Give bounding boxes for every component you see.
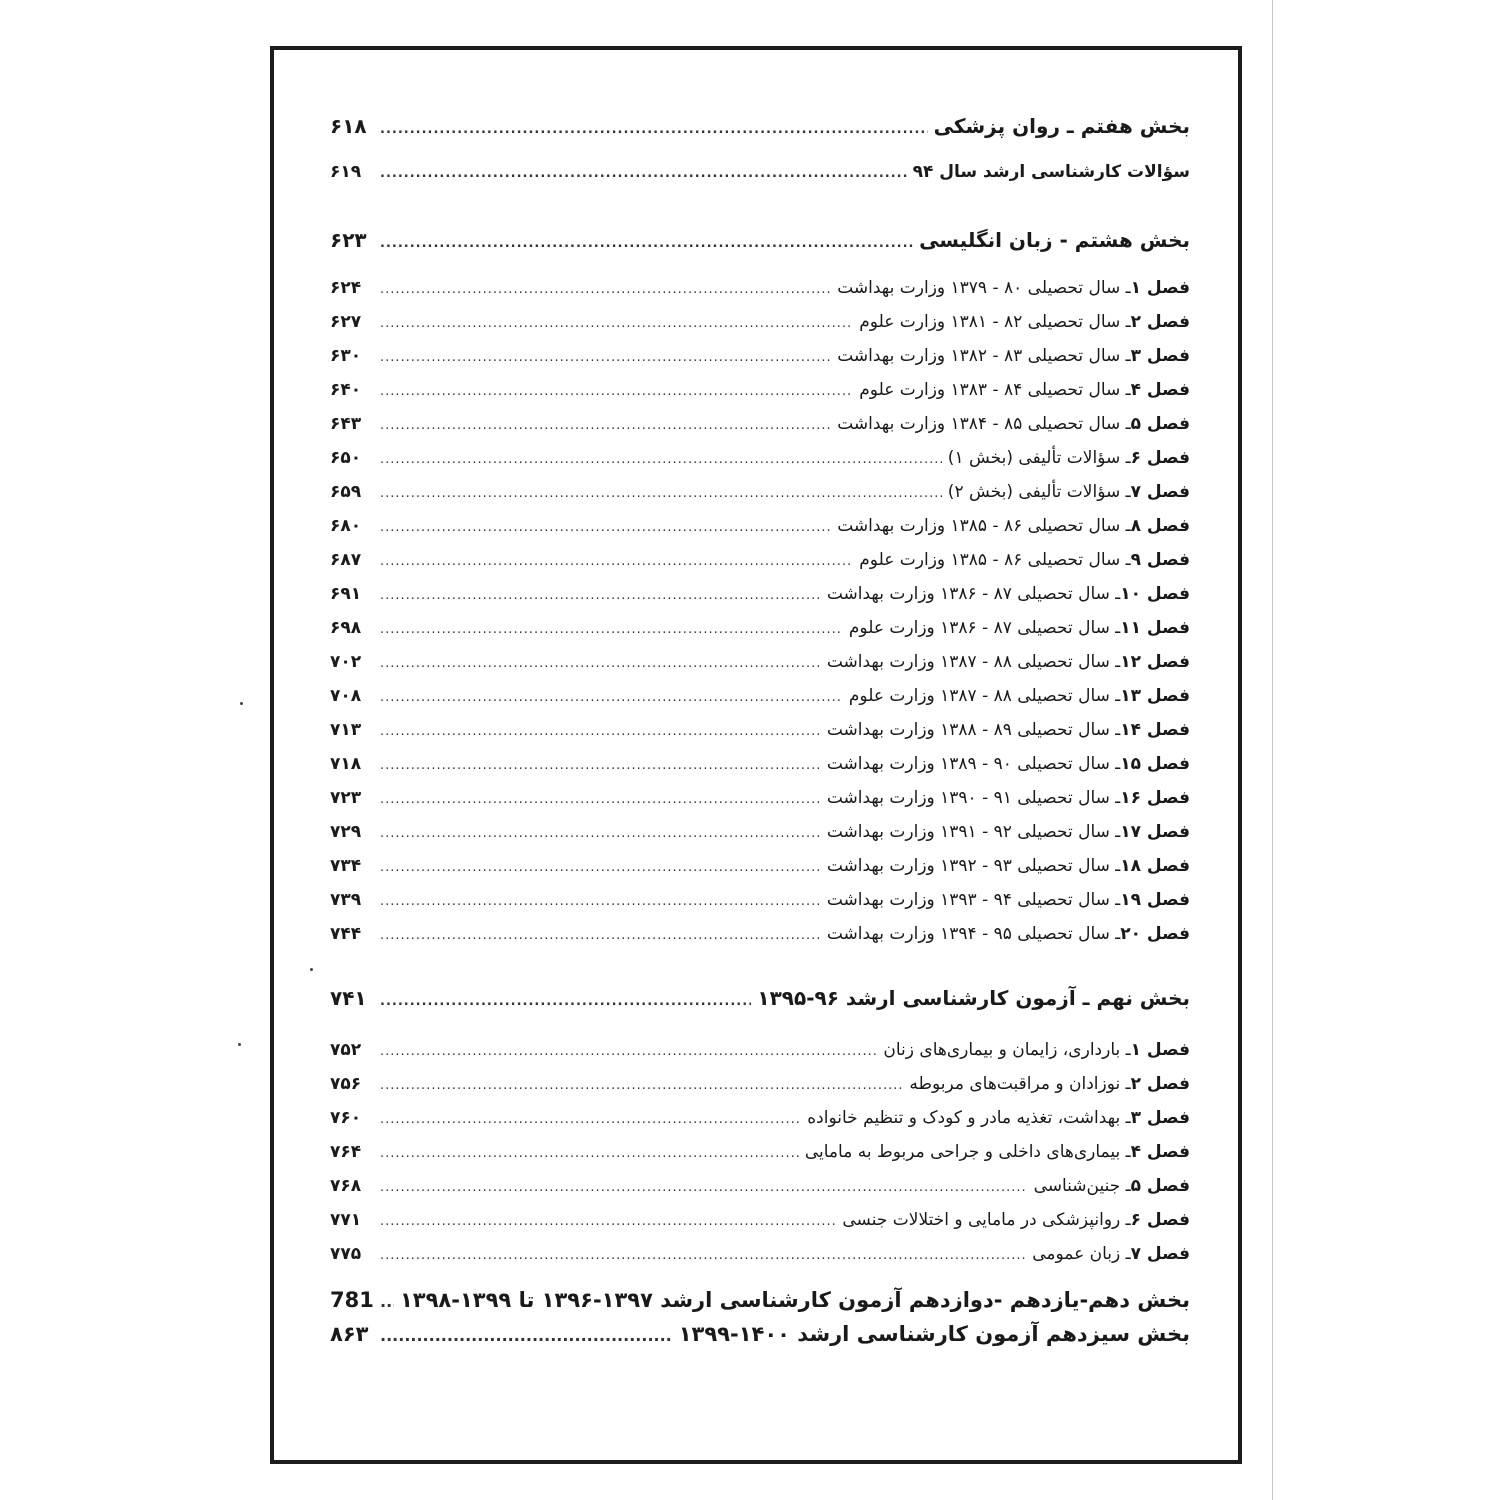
chapter-number: فصل ۵	[1130, 1176, 1190, 1196]
page-number: ۶۹۱	[330, 584, 362, 604]
chapter-number: فصل ۷	[1130, 482, 1190, 502]
page-number: ۷۵۲	[330, 1040, 362, 1060]
chapter-title: ـ جنین‌شناسی	[1033, 1176, 1131, 1196]
chapter-title: ـ سال تحصیلی ۸۲ - ۱۳۸۱ وزارت علوم	[859, 312, 1131, 332]
chapter-title: ـ روانپزشکی در مامایی و اختلالات جنسی	[842, 1210, 1131, 1230]
scan-speck	[238, 1043, 241, 1046]
entry-title	[827, 754, 1190, 774]
page-number: ۶۳۰	[330, 346, 362, 366]
toc-chapter-row	[330, 550, 1190, 570]
leader-dots	[380, 690, 843, 705]
chapter-title: ـ سال تحصیلی ۸۰ - ۱۳۷۹ وزارت بهداشت	[837, 278, 1131, 298]
leader-dots	[380, 418, 831, 433]
entry-title	[837, 346, 1190, 366]
chapter-title: ـ سال تحصیلی ۸۶ - ۱۳۸۵ وزارت علوم	[859, 550, 1131, 570]
leader-dots	[380, 1112, 801, 1127]
entry-title	[1032, 1244, 1190, 1264]
toc-chapter-row	[330, 516, 1190, 536]
page-number: ۷۰۸	[330, 686, 362, 706]
chapter-number: فصل ۱۴	[1120, 720, 1190, 740]
page-number: ۷۴۱	[330, 986, 367, 1010]
toc-part-7	[330, 114, 1190, 138]
chapter-number: فصل ۹	[1130, 550, 1190, 570]
page-number: ۶۴۳	[330, 414, 362, 434]
toc-chapter-row	[330, 414, 1190, 434]
toc-chapter-row	[330, 482, 1190, 502]
leader-dots	[380, 622, 843, 637]
leader-dots	[380, 384, 853, 399]
leader-dots	[380, 486, 942, 501]
toc-chapter-row	[330, 754, 1190, 774]
page-number: ۶۲۷	[330, 312, 362, 332]
toc-chapter-row	[330, 1142, 1190, 1162]
table-of-contents	[330, 0, 1190, 1500]
entry-title	[827, 890, 1190, 910]
entry-title	[859, 312, 1190, 332]
chapter-number: فصل ۵	[1130, 414, 1190, 434]
page-number: ۶۱۸	[330, 114, 367, 138]
leader-dots	[380, 860, 821, 875]
chapter-title: ـ سؤالات تألیفی (بخش ۱)	[947, 448, 1131, 468]
toc-chapter-row	[330, 1244, 1190, 1264]
page-number: ۷۵۶	[330, 1074, 362, 1094]
page-number: ۶۵۰	[330, 448, 362, 468]
toc-chapter-row	[330, 278, 1190, 298]
page-number: ۷۴۴	[330, 924, 362, 944]
entry-title	[827, 822, 1190, 842]
toc-part-10-12	[330, 1288, 1190, 1312]
page-number: ۷۳۹	[330, 890, 362, 910]
page-number: ۷۱۳	[330, 720, 362, 740]
entry-title	[948, 482, 1190, 502]
toc-chapter-row	[330, 1040, 1190, 1060]
leader-dots	[380, 166, 907, 181]
leader-dots	[380, 350, 831, 365]
leader-dots	[380, 1326, 673, 1345]
chapter-title: ـ سال تحصیلی ۸۳ - ۱۳۸۲ وزارت بهداشت	[837, 346, 1131, 366]
page-number: ۷۶۴	[330, 1142, 362, 1162]
leader-dots	[380, 1044, 877, 1059]
toc-chapter-row	[330, 822, 1190, 842]
entry-title	[805, 1142, 1190, 1162]
leader-dots	[380, 554, 853, 569]
chapter-number: فصل ۷	[1130, 1244, 1190, 1264]
chapter-title: ـ سال تحصیلی ۸۷ - ۱۳۸۶ وزارت علوم	[848, 618, 1121, 638]
toc-part-7-questions	[330, 162, 1190, 182]
chapter-number: فصل ۳	[1130, 346, 1190, 366]
leader-dots	[380, 282, 831, 297]
scan-speck	[310, 968, 313, 971]
chapter-title: ـ سال تحصیلی ۹۵ - ۱۳۹۴ وزارت بهداشت	[826, 924, 1121, 944]
chapter-number: فصل ۴	[1130, 380, 1190, 400]
page-number: ۷۲۹	[330, 822, 362, 842]
chapter-title: ـ سال تحصیلی ۸۵ - ۱۳۸۴ وزارت بهداشت	[837, 414, 1131, 434]
leader-dots	[380, 724, 821, 739]
page-number: ۷۲۳	[330, 788, 362, 808]
leader-dots	[380, 236, 913, 251]
entry-title	[827, 584, 1190, 604]
entry-title	[909, 1074, 1190, 1094]
page-number: 781	[330, 1288, 374, 1312]
page-number: ۶۱۹	[330, 162, 362, 182]
toc-part-8	[330, 228, 1190, 252]
chapter-number: فصل ۱۱	[1120, 618, 1190, 638]
leader-dots	[380, 1078, 903, 1093]
toc-chapter-row	[330, 448, 1190, 468]
leader-dots	[380, 1214, 836, 1229]
leader-dots	[380, 656, 821, 671]
page-number: ۶۲۳	[330, 228, 367, 252]
entry-title	[827, 788, 1190, 808]
toc-chapter-row	[330, 1108, 1190, 1128]
toc-part-13	[330, 1322, 1190, 1346]
chapter-title: ـ سال تحصیلی ۸۸ - ۱۳۸۷ وزارت علوم	[848, 686, 1121, 706]
chapter-number: فصل ۲	[1130, 312, 1190, 332]
chapter-number: فصل ۱۳	[1120, 686, 1190, 706]
page-number: ۸۶۳	[330, 1322, 369, 1346]
chapter-title: ـ سال تحصیلی ۸۹ - ۱۳۸۸ وزارت بهداشت	[826, 720, 1121, 740]
chapter-title: ـ بیماری‌های داخلی و جراحی مربوط به مامایی	[804, 1142, 1131, 1162]
page-number: ۶۵۹	[330, 482, 362, 502]
page-number: ۶۲۴	[330, 278, 362, 298]
leader-dots	[380, 452, 942, 467]
chapter-number: فصل ۱۵	[1120, 754, 1190, 774]
entry-title	[842, 1210, 1190, 1230]
toc-chapter-row	[330, 618, 1190, 638]
toc-chapter-row	[330, 380, 1190, 400]
toc-chapter-row	[330, 924, 1190, 944]
page-number: ۷۶۰	[330, 1108, 362, 1128]
part-title: بخش سیزدهم آزمون کارشناسی ارشد ۱۴۰۰-۱۳۹۹	[678, 1322, 1190, 1346]
entry-title	[837, 516, 1190, 536]
entry-title	[849, 686, 1190, 706]
scan-speck	[240, 702, 243, 705]
leader-dots	[380, 826, 821, 841]
chapter-title: ـ بهداشت، تغذیه مادر و کودک و تنظیم خانواده	[807, 1108, 1131, 1128]
page-number: ۷۷۵	[330, 1244, 362, 1264]
toc-chapter-row	[330, 856, 1190, 876]
entry-title	[1034, 1176, 1190, 1196]
entry-title	[827, 856, 1190, 876]
entry-title	[883, 1040, 1190, 1060]
toc-chapter-row	[330, 312, 1190, 332]
chapter-number: فصل ۱۶	[1120, 788, 1190, 808]
chapter-title: ـ سال تحصیلی ۹۴ - ۱۳۹۳ وزارت بهداشت	[826, 890, 1121, 910]
chapter-title: ـ سال تحصیلی ۹۳ - ۱۳۹۲ وزارت بهداشت	[826, 856, 1121, 876]
toc-chapter-row	[330, 1074, 1190, 1094]
chapter-number: فصل ۱۲	[1120, 652, 1190, 672]
chapter-number: فصل ۱	[1130, 1040, 1190, 1060]
chapter-number: فصل ۳	[1130, 1108, 1190, 1128]
toc-chapter-row	[330, 890, 1190, 910]
page-number: ۶۹۸	[330, 618, 362, 638]
chapter-number: فصل ۲	[1130, 1074, 1190, 1094]
chapter-number: فصل ۴	[1130, 1142, 1190, 1162]
page-number: ۷۰۲	[330, 652, 362, 672]
entry-title: سؤالات کارشناسی ارشد سال ۹۴	[912, 162, 1190, 182]
entry-title	[849, 618, 1190, 638]
leader-dots	[380, 588, 821, 603]
part-title: بخش هشتم - زبان انگلیسی	[919, 228, 1190, 252]
entry-title	[837, 414, 1190, 434]
chapter-number: فصل ۱۰	[1120, 584, 1190, 604]
page-number: ۷۳۴	[330, 856, 362, 876]
leader-dots	[380, 1248, 1026, 1263]
page-number: ۶۸۷	[330, 550, 362, 570]
part-title: بخش نهم ـ آزمون کارشناسی ارشد ۹۶-۱۳۹۵	[757, 986, 1190, 1010]
chapter-number: فصل ۱۷	[1120, 822, 1190, 842]
page-number: ۷۷۱	[330, 1210, 362, 1230]
toc-chapter-row	[330, 652, 1190, 672]
page-number: ۷۶۸	[330, 1176, 362, 1196]
chapter-number: فصل ۸	[1130, 516, 1190, 536]
chapter-title: ـ سؤالات تألیفی (بخش ۲)	[947, 482, 1131, 502]
toc-chapter-row	[330, 584, 1190, 604]
leader-dots	[380, 1292, 394, 1311]
toc-chapter-row	[330, 686, 1190, 706]
chapter-title: ـ بارداری، زایمان و بیماری‌های زنان	[883, 1040, 1131, 1060]
chapter-title: ـ سال تحصیلی ۹۱ - ۱۳۹۰ وزارت بهداشت	[826, 788, 1121, 808]
page-number: ۷۱۸	[330, 754, 362, 774]
entry-title	[837, 278, 1190, 298]
toc-chapter-row	[330, 720, 1190, 740]
chapter-title: ـ سال تحصیلی ۹۰ - ۱۳۸۹ وزارت بهداشت	[826, 754, 1121, 774]
entry-title	[807, 1108, 1190, 1128]
toc-chapter-row	[330, 788, 1190, 808]
chapter-number: فصل ۱۸	[1120, 856, 1190, 876]
chapter-title: ـ سال تحصیلی ۹۲ - ۱۳۹۱ وزارت بهداشت	[826, 822, 1121, 842]
chapter-title: ـ سال تحصیلی ۸۴ - ۱۳۸۳ وزارت علوم	[859, 380, 1131, 400]
chapter-title: ـ سال تحصیلی ۸۷ - ۱۳۸۶ وزارت بهداشت	[826, 584, 1121, 604]
toc-chapter-row	[330, 1210, 1190, 1230]
leader-dots	[380, 1180, 1028, 1195]
leader-dots	[380, 792, 821, 807]
part-title: بخش دهم-یازدهم -دوازدهم آزمون کارشناسی ارشد ۱۳۹۷-۱۳۹۶ تا ۱۳۹۹-۱۳۹۸	[399, 1288, 1190, 1312]
chapter-number: فصل ۶	[1130, 1210, 1190, 1230]
toc-chapter-row	[330, 346, 1190, 366]
leader-dots	[380, 994, 751, 1009]
chapter-number: فصل ۲۰	[1120, 924, 1190, 944]
entry-title	[859, 550, 1190, 570]
leader-dots	[380, 894, 821, 909]
chapter-title: ـ سال تحصیلی ۸۶ - ۱۳۸۵ وزارت بهداشت	[837, 516, 1131, 536]
chapter-number: فصل ۱۹	[1120, 890, 1190, 910]
chapter-title: ـ زبان عمومی	[1032, 1244, 1131, 1264]
part-title: بخش هفتم ـ روان پزشکی	[933, 114, 1190, 138]
chapter-title: ـ سال تحصیلی ۸۸ - ۱۳۸۷ وزارت بهداشت	[826, 652, 1121, 672]
leader-dots	[380, 928, 821, 943]
toc-part-9	[330, 986, 1190, 1010]
chapter-title: ـ نوزادان و مراقبت‌های مربوطه	[909, 1074, 1131, 1094]
leader-dots	[380, 520, 831, 535]
leader-dots	[380, 122, 928, 137]
page-edge-line	[1272, 0, 1273, 1500]
page-number: ۶۸۰	[330, 516, 362, 536]
chapter-number: فصل ۶	[1130, 448, 1190, 468]
entry-title	[827, 652, 1190, 672]
leader-dots	[380, 1146, 799, 1161]
entry-title	[859, 380, 1190, 400]
chapter-number: فصل ۱	[1130, 278, 1190, 298]
entry-title	[827, 924, 1190, 944]
toc-chapter-row	[330, 1176, 1190, 1196]
leader-dots	[380, 316, 853, 331]
page-number: ۶۴۰	[330, 380, 362, 400]
entry-title	[827, 720, 1190, 740]
leader-dots	[380, 758, 821, 773]
entry-title	[948, 448, 1190, 468]
